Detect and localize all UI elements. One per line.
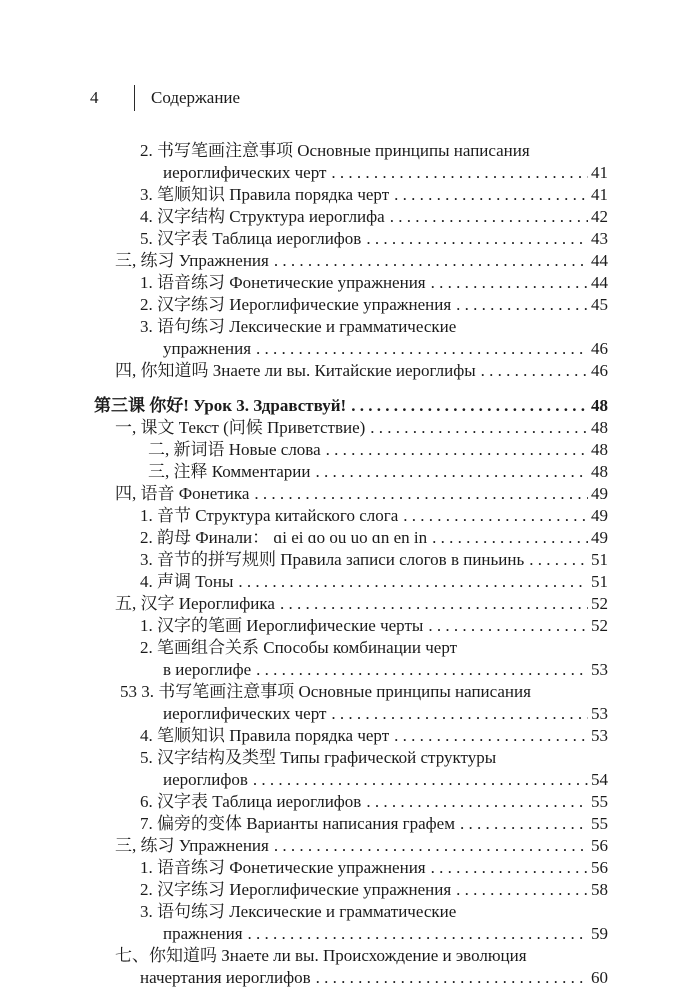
toc-entry-text: 5. 汉字结构及类型 Типы графической структуры (140, 748, 497, 767)
dot-leader (243, 923, 588, 945)
toc-entry-line (90, 439, 608, 461)
toc-entry-text: 第三课 你好! Урок 3. Здравствуй! (94, 396, 347, 415)
toc-entry-line (90, 140, 608, 162)
toc-entry-text: пражнения (163, 924, 243, 943)
toc-entry-text: иероглифов (163, 770, 248, 789)
dot-leader (269, 835, 588, 857)
dot-leader (426, 272, 588, 294)
toc-entry-line (90, 879, 608, 901)
toc-entry-line (90, 923, 608, 945)
toc-entry-text: 七、你知道吗 Знаете ли вы. Происхождение и эволюция (115, 946, 527, 965)
dot-leader (233, 571, 588, 593)
toc-entry-text: упражнения (163, 339, 252, 358)
toc-page-number: 56 (591, 836, 608, 855)
toc-page-number: 58 (591, 880, 608, 899)
toc-entry-text: 三, 练习 Упражнения (115, 251, 269, 270)
toc-entry-line (90, 659, 608, 681)
toc-entry-text: 2. 笔画组合关系 Способы комбинации черт (140, 638, 458, 657)
toc-entry-text: 三, 注释 Комментарии (148, 462, 311, 481)
toc-entry-text: начертания иероглифов (140, 968, 311, 987)
dot-leader (310, 461, 588, 483)
toc-entry-line (90, 967, 608, 989)
toc-entry-text: 2. 书写笔画注意事项 Основные принципы написания (140, 141, 530, 160)
toc-entry-text: 五, 汉字 Иероглифика (115, 594, 275, 613)
dot-leader (451, 879, 588, 901)
dot-leader (426, 857, 588, 879)
toc-entry-line (90, 791, 608, 813)
toc-entry-line (90, 549, 608, 571)
page-number: 4 (90, 88, 99, 107)
toc-page-number: 52 (591, 594, 608, 613)
toc-entry-text: в иероглифе (163, 660, 252, 679)
toc-entry-line (90, 637, 608, 659)
dot-leader (389, 725, 588, 747)
toc-entry-text: 4. 汉字结构 Структура иероглифа (140, 207, 385, 226)
toc-entry-text: 1. 汉字的笔画 Иероглифические черты (140, 616, 424, 635)
toc-entry-line (90, 162, 608, 184)
dot-leader (321, 439, 588, 461)
toc-page-number: 59 (591, 924, 608, 943)
toc-page-number: 54 (591, 770, 608, 789)
dot-leader (326, 703, 588, 725)
toc-page-number: 42 (591, 207, 608, 226)
toc-page-number: 43 (591, 229, 608, 248)
toc-entry-line (90, 395, 608, 417)
toc-entry-line (90, 571, 608, 593)
toc-page-number: 56 (591, 858, 608, 877)
toc-entry-text: 7. 偏旁的变体 Варианты написания графем (140, 814, 455, 833)
toc-entry-line (90, 681, 608, 703)
dot-leader (427, 527, 588, 549)
toc-entry-line (90, 901, 608, 923)
dot-leader (275, 593, 588, 615)
toc-page-number: 60 (591, 968, 608, 987)
toc-entry-text: 一, 课文 Текст (问候 Приветствие) (115, 418, 366, 437)
toc-entry-line (90, 250, 608, 272)
toc-page-number: 48 (591, 462, 608, 481)
toc-page-number: 55 (591, 792, 608, 811)
toc-entry-line (90, 417, 608, 439)
toc-page-number: 53 (591, 704, 608, 723)
header-divider (134, 85, 135, 111)
toc-entry-text: 3. 语句练习 Лексические и грамматические (140, 317, 457, 336)
dot-leader (398, 505, 588, 527)
toc-entry-text: 三, 练习 Упражнения (115, 836, 269, 855)
toc-page-number: 53 (591, 726, 608, 745)
toc-page-number: 55 (591, 814, 608, 833)
page-header (90, 84, 608, 112)
toc-entry-text: 2. 韵母 Финали： ɑi ei ɑo ou uo ɑn en in (140, 528, 428, 547)
toc-entry-text: 3. 笔顺知识 Правила порядка черт (140, 185, 390, 204)
toc-entry-line (90, 835, 608, 857)
toc-entry-text: 5. 汉字表 Таблица иероглифов (140, 229, 362, 248)
toc-entry-text: 4. 声调 Тоны (140, 572, 234, 591)
toc-page-number: 44 (591, 273, 608, 292)
dot-leader (251, 338, 588, 360)
toc-page-number: 44 (591, 251, 608, 270)
toc-page-number: 51 (591, 550, 608, 569)
toc-page-number: 46 (591, 361, 608, 380)
toc-page-number: 53 (591, 660, 608, 679)
toc-entry-text: 1. 音节 Структура китайского слога (140, 506, 399, 525)
toc-entry-text: 二, 新词语 Новые слова (148, 440, 321, 459)
dot-leader (251, 659, 588, 681)
toc-page-number: 49 (591, 528, 608, 547)
toc-entry-line (90, 228, 608, 250)
toc-entry-line (90, 945, 608, 967)
header-title: Содержание (151, 88, 241, 107)
dot-leader (248, 769, 588, 791)
toc-entry-text: 6. 汉字表 Таблица иероглифов (140, 792, 362, 811)
dot-leader (385, 206, 588, 228)
toc-entry-text: 4. 笔顺知识 Правила порядка черт (140, 726, 390, 745)
toc-entry-text: 2. 汉字练习 Иероглифические упражнения (140, 880, 452, 899)
toc-page-number: 46 (591, 339, 608, 358)
toc-page-number: 51 (591, 572, 608, 591)
toc-page-number: 52 (591, 616, 608, 635)
dot-leader (455, 813, 588, 835)
toc-entry-line (90, 206, 608, 228)
toc-entry-line (90, 184, 608, 206)
toc-entry-text: иероглифических черт (163, 163, 327, 182)
toc-entry-line (90, 769, 608, 791)
toc-entry-line (90, 747, 608, 769)
toc-page-number: 45 (591, 295, 608, 314)
toc-entry-text: 1. 语音练习 Фонетические упражнения (140, 858, 426, 877)
toc-entry-line (90, 360, 608, 382)
toc-page-number: 49 (591, 506, 608, 525)
toc-entry-line (90, 593, 608, 615)
toc-entry-line (90, 615, 608, 637)
toc-entry-line (90, 272, 608, 294)
toc-entry-text: 1. 语音练习 Фонетические упражнения (140, 273, 426, 292)
dot-leader (451, 294, 588, 316)
toc-entry-text: 2. 汉字练习 Иероглифические упражнения (140, 295, 452, 314)
toc-entry-line (90, 703, 608, 725)
toc-page-number: 48 (591, 418, 608, 437)
toc-entry-text: 53 3. 书写笔画注意事项 Основные принципы написания (120, 682, 531, 701)
toc-entry-line (90, 725, 608, 747)
dot-leader (311, 967, 588, 989)
toc-entry-line (90, 857, 608, 879)
dot-leader (524, 549, 588, 571)
toc-entry-line (90, 813, 608, 835)
dot-leader (365, 417, 588, 439)
dot-leader (346, 395, 588, 417)
toc-page-number: 48 (591, 396, 608, 415)
dot-leader (476, 360, 588, 382)
dot-leader (423, 615, 588, 637)
toc-entry-text: 四, 你知道吗 Знаете ли вы. Китайские иероглифы (115, 361, 476, 380)
toc-entry-line (90, 527, 608, 549)
dot-leader (269, 250, 588, 272)
dot-leader (249, 483, 588, 505)
toc-entry-line (90, 316, 608, 338)
toc-entry-text: иероглифических черт (163, 704, 327, 723)
dot-leader (389, 184, 588, 206)
toc-entry-line (90, 483, 608, 505)
toc-entry-line (90, 338, 608, 360)
toc-entry-text: 3. 语句练习 Лексические и грамматические (140, 902, 457, 921)
toc-entry-line (90, 461, 608, 483)
toc-page-number: 41 (591, 185, 608, 204)
toc-page-number: 41 (591, 163, 608, 182)
toc-page-number: 49 (591, 484, 608, 503)
toc-entry-text: 3. 音节的拼写规则 Правила записи слогов в пиньинь (140, 550, 525, 569)
dot-leader (361, 228, 588, 250)
toc-list (90, 140, 608, 989)
toc-entry-line (90, 505, 608, 527)
dot-leader (326, 162, 588, 184)
toc-entry-text: 四, 语音 Фонетика (115, 484, 250, 503)
toc-entry-line (90, 294, 608, 316)
dot-leader (361, 791, 588, 813)
toc-page-number: 48 (591, 440, 608, 459)
